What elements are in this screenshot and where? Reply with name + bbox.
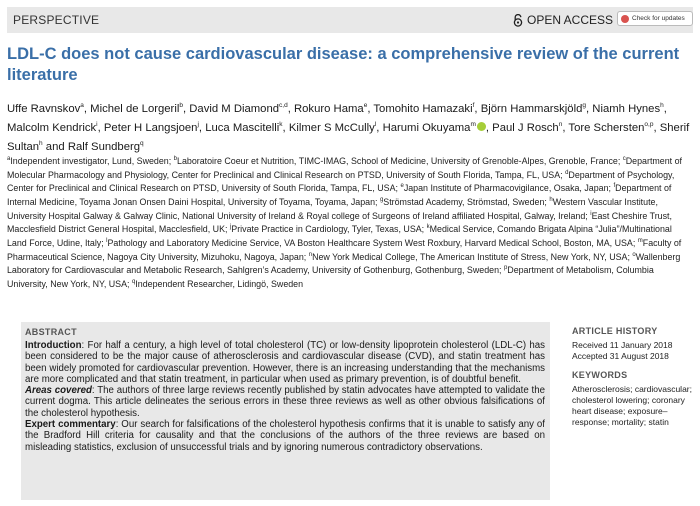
affiliation-mark: l (106, 238, 108, 245)
affiliation-mark: d (565, 169, 569, 176)
author-affiliation-mark: b (179, 102, 183, 109)
affiliation-mark: i (590, 210, 592, 217)
expert-text: : Our search for falsifications of the cholesterol hypothesis confirms that it is unable to satisfy any of the Bradford Hill criteria for causality and that the conclusions of the authors of the three reviews are based on misleading statistics, exclusion of unsuccessful trials and by ignoring numerous contradictory observations. (25, 419, 546, 453)
author-affiliation-mark: m (470, 120, 476, 128)
author-list: Uffe Ravnskov$^a$, Michel de Lorgeril$^b$, David M Diamond$^{c,d}$, Rokuro Hama$^e$, Tomohito Hamazaki$^f$, Björn Hammarskjöld$^g$, Niamh Hynes$^h$, Malcolm Kendrick$^i$, Peter H Langsjoen$^j$, Luca Mascitelli$^k$, Kilmer S McCully$^l$, Harumi Okuyama$^m$ , Paul J Rosch$^n$, Tore Schersten$^{o,p}$, Sherif Sultan$^h$ and Ralf Sundberg$^q$ (7, 102, 690, 153)
affiliation-mark: g (379, 197, 384, 204)
affiliations (7, 154, 693, 291)
article-title: LDL-C does not cause cardiovascular disease: a comprehensive review of the current literature (7, 45, 680, 84)
author-affiliation-mark: f (472, 102, 475, 109)
abstract-body (25, 340, 545, 453)
affiliation-mark: n (308, 251, 313, 258)
author-name[interactable]: Paul J Rosch (492, 121, 559, 134)
affiliation-text: Western Vascular Institute, University Hospital Galway & Galway Clinic, National University of Ireland & Royal college of Surgeons of Ireland affiliated Hospital, Galway, Ireland; (7, 196, 658, 221)
author-affiliation-mark: o,p (644, 120, 654, 128)
affiliation-mark: o (632, 251, 636, 258)
check-updates-label: Check for updates (632, 15, 685, 22)
affiliation-text: Faculty of Pharmaceutical Science, Nagoya City University, Mizuhoku, Nagoya, Japan; (7, 238, 682, 262)
orcid-icon[interactable] (477, 122, 486, 131)
received-date: Received 11 January 2018 (572, 340, 673, 350)
affiliation-text: Private Practice in Cardiology, Tyler, Texas, USA; (231, 224, 427, 235)
affiliation-mark: h (549, 197, 553, 204)
header-bar (7, 7, 693, 33)
author-affiliation-mark: h (39, 139, 43, 147)
author-affiliation-mark: e (363, 102, 368, 109)
author-name[interactable]: Sherif Sultan (7, 121, 690, 153)
author-affiliation-mark: g (582, 102, 587, 109)
author-name[interactable]: Ralf Sundberg (67, 140, 141, 153)
areas-label: Areas covered (25, 385, 92, 397)
open-access-label: OPEN ACCESS (527, 13, 614, 27)
author-affiliation-mark: k (279, 120, 283, 128)
affiliation-text: Department of Psychology, Center for Preclinical and Clinical Research on PTSD, University of South Florida, Tampa, FL, USA; (7, 169, 675, 194)
author-affiliation-mark: q (140, 139, 144, 147)
author-name[interactable]: Luca Mascitelli (205, 121, 280, 134)
section-label: PERSPECTIVE (13, 13, 100, 27)
author-affiliation-mark: j (197, 120, 199, 128)
affiliation-mark: c (622, 156, 626, 162)
intro-text: : For half a century, a high level of total cholesterol (TC) or low-density lipoprotein cholesterol (LDL-C) has been considered to be the major cause of atherosclerosis and cardiovascular disease (CVD), and statin treatment has been widely promoted for cardiovascular prevention. However, there is an increasing understanding that the mechanisms are more complicated and that statin treatment, in particular when used as primary prevention, is of doubtful benefit. (25, 340, 545, 385)
expert-label: Expert commentary (25, 419, 116, 431)
author-name[interactable]: Michel de Lorgeril (90, 102, 180, 115)
affiliation-text: New York Medical College, The American Institute of Stress, New York, NY, USA; (312, 251, 633, 262)
author-affiliation-mark: a (80, 102, 84, 109)
author-affiliation-mark: l (374, 120, 377, 128)
author-name[interactable]: Peter H Langsjoen (103, 121, 198, 134)
affiliation-mark: m (637, 238, 643, 245)
open-lock-icon (513, 14, 523, 27)
check-updates-button[interactable] (617, 11, 693, 26)
affiliation-mark: j (229, 224, 232, 231)
affiliation-mark: k (426, 224, 430, 231)
affiliation-text: Independent investigator, Lund, Sweden; (10, 155, 174, 166)
abstract-box (21, 322, 550, 500)
affiliation-text: Strömstad Academy, Strömstad, Sweden; (383, 196, 550, 207)
article-history-heading: ARTICLE HISTORY (572, 326, 658, 336)
author-name[interactable]: Rokuro Hama (293, 102, 364, 115)
affiliation-mark: p (503, 265, 508, 272)
author-affiliation-mark: i (96, 120, 98, 128)
author-name[interactable]: Tore Schersten (568, 121, 645, 134)
areas-text: : The authors of three large reviews recently published by statin advocates have attempted to validate the current dogma. This article delineates the serious errors in these three reviews as well as other obvious falsifications of the cholesterol hypothesis. (25, 385, 545, 419)
author-affiliation-mark: n (558, 120, 563, 128)
author-name[interactable]: Tomohito Hamazaki (373, 102, 473, 115)
author-name[interactable]: Björn Hammarskjöld (480, 102, 583, 115)
author-name[interactable]: Malcolm Kendrick (7, 121, 97, 134)
affiliation-text: Laboratoire Coeur et Nutrition, TIMC-IMAG, School of Medicine, University of Grenoble-Alpes, Grenoble, France; (177, 155, 623, 166)
keywords-list: Atherosclerosis; cardiovascular; cholesterol lowering; coronary heart disease; exposure–response; mortality; statin (572, 384, 692, 427)
affiliation-mark: b (173, 156, 178, 162)
sidebar (572, 326, 692, 428)
author-name[interactable]: Uffe Ravnskov (7, 102, 81, 115)
affiliation-text: East Cheshire Trust, Macclesfield District General Hospital, Macclesfield, UK; (7, 210, 672, 235)
author-affiliation-mark: h (660, 102, 664, 109)
author-affiliation-mark: c,d (279, 102, 288, 109)
abstract-heading: ABSTRACT (25, 327, 77, 337)
crossmark-icon (621, 15, 629, 23)
affiliation-mark: q (131, 279, 136, 286)
accepted-date: Accepted 31 August 2018 (572, 351, 669, 361)
affiliation-text: Wallenberg Laboratory for Cardiovascular and Metabolic Research, Sahlgren’s Academy, University of Gothenburg, Gothenburg, Sweden; (7, 251, 681, 276)
affiliation-mark: f (613, 183, 616, 190)
affiliation-text: Japan Institute of Pharmacovigilance, Osaka, Japan; (403, 183, 614, 194)
affiliation-mark: e (400, 183, 404, 190)
affiliation-text: Department of Molecular Pharmacology and Physiology, Center for Preclinical and Clinical Research on PTSD, University of South Florida, Tampa, FL, USA; (7, 155, 683, 180)
affiliation-text: Pathology and Laboratory Medicine Service, VA Boston Healthcare System West Roxbury, Harvard Medical School, Boston, MA, USA; (107, 238, 638, 248)
author-name[interactable]: Harumi Okuyama (382, 121, 471, 134)
keywords-heading: KEYWORDS (572, 370, 628, 380)
affiliation-text: Department of Metabolism, Columbia University, New York, NY, USA; (7, 265, 654, 290)
author-name[interactable]: Kilmer S McCully (288, 121, 375, 134)
open-access-badge[interactable] (513, 13, 613, 27)
affiliation-mark: a (7, 156, 11, 162)
author-name[interactable]: Niamh Hynes (592, 102, 661, 115)
affiliation-text: Department of Internal Medicine, Toyama Jonan Onsen Daini Hospital, University of Toyama, Toyama, Japan; (7, 183, 672, 207)
author-name[interactable]: David M Diamond (189, 102, 280, 115)
affiliation-text: Medical Service, Comando Brigata Alpina “Julia”/Multinational Land Force, Udine, Italy; (7, 224, 672, 248)
affiliation-text: Independent Researcher, Lidingö, Sweden (135, 279, 304, 290)
intro-label: Introduction (25, 340, 82, 351)
